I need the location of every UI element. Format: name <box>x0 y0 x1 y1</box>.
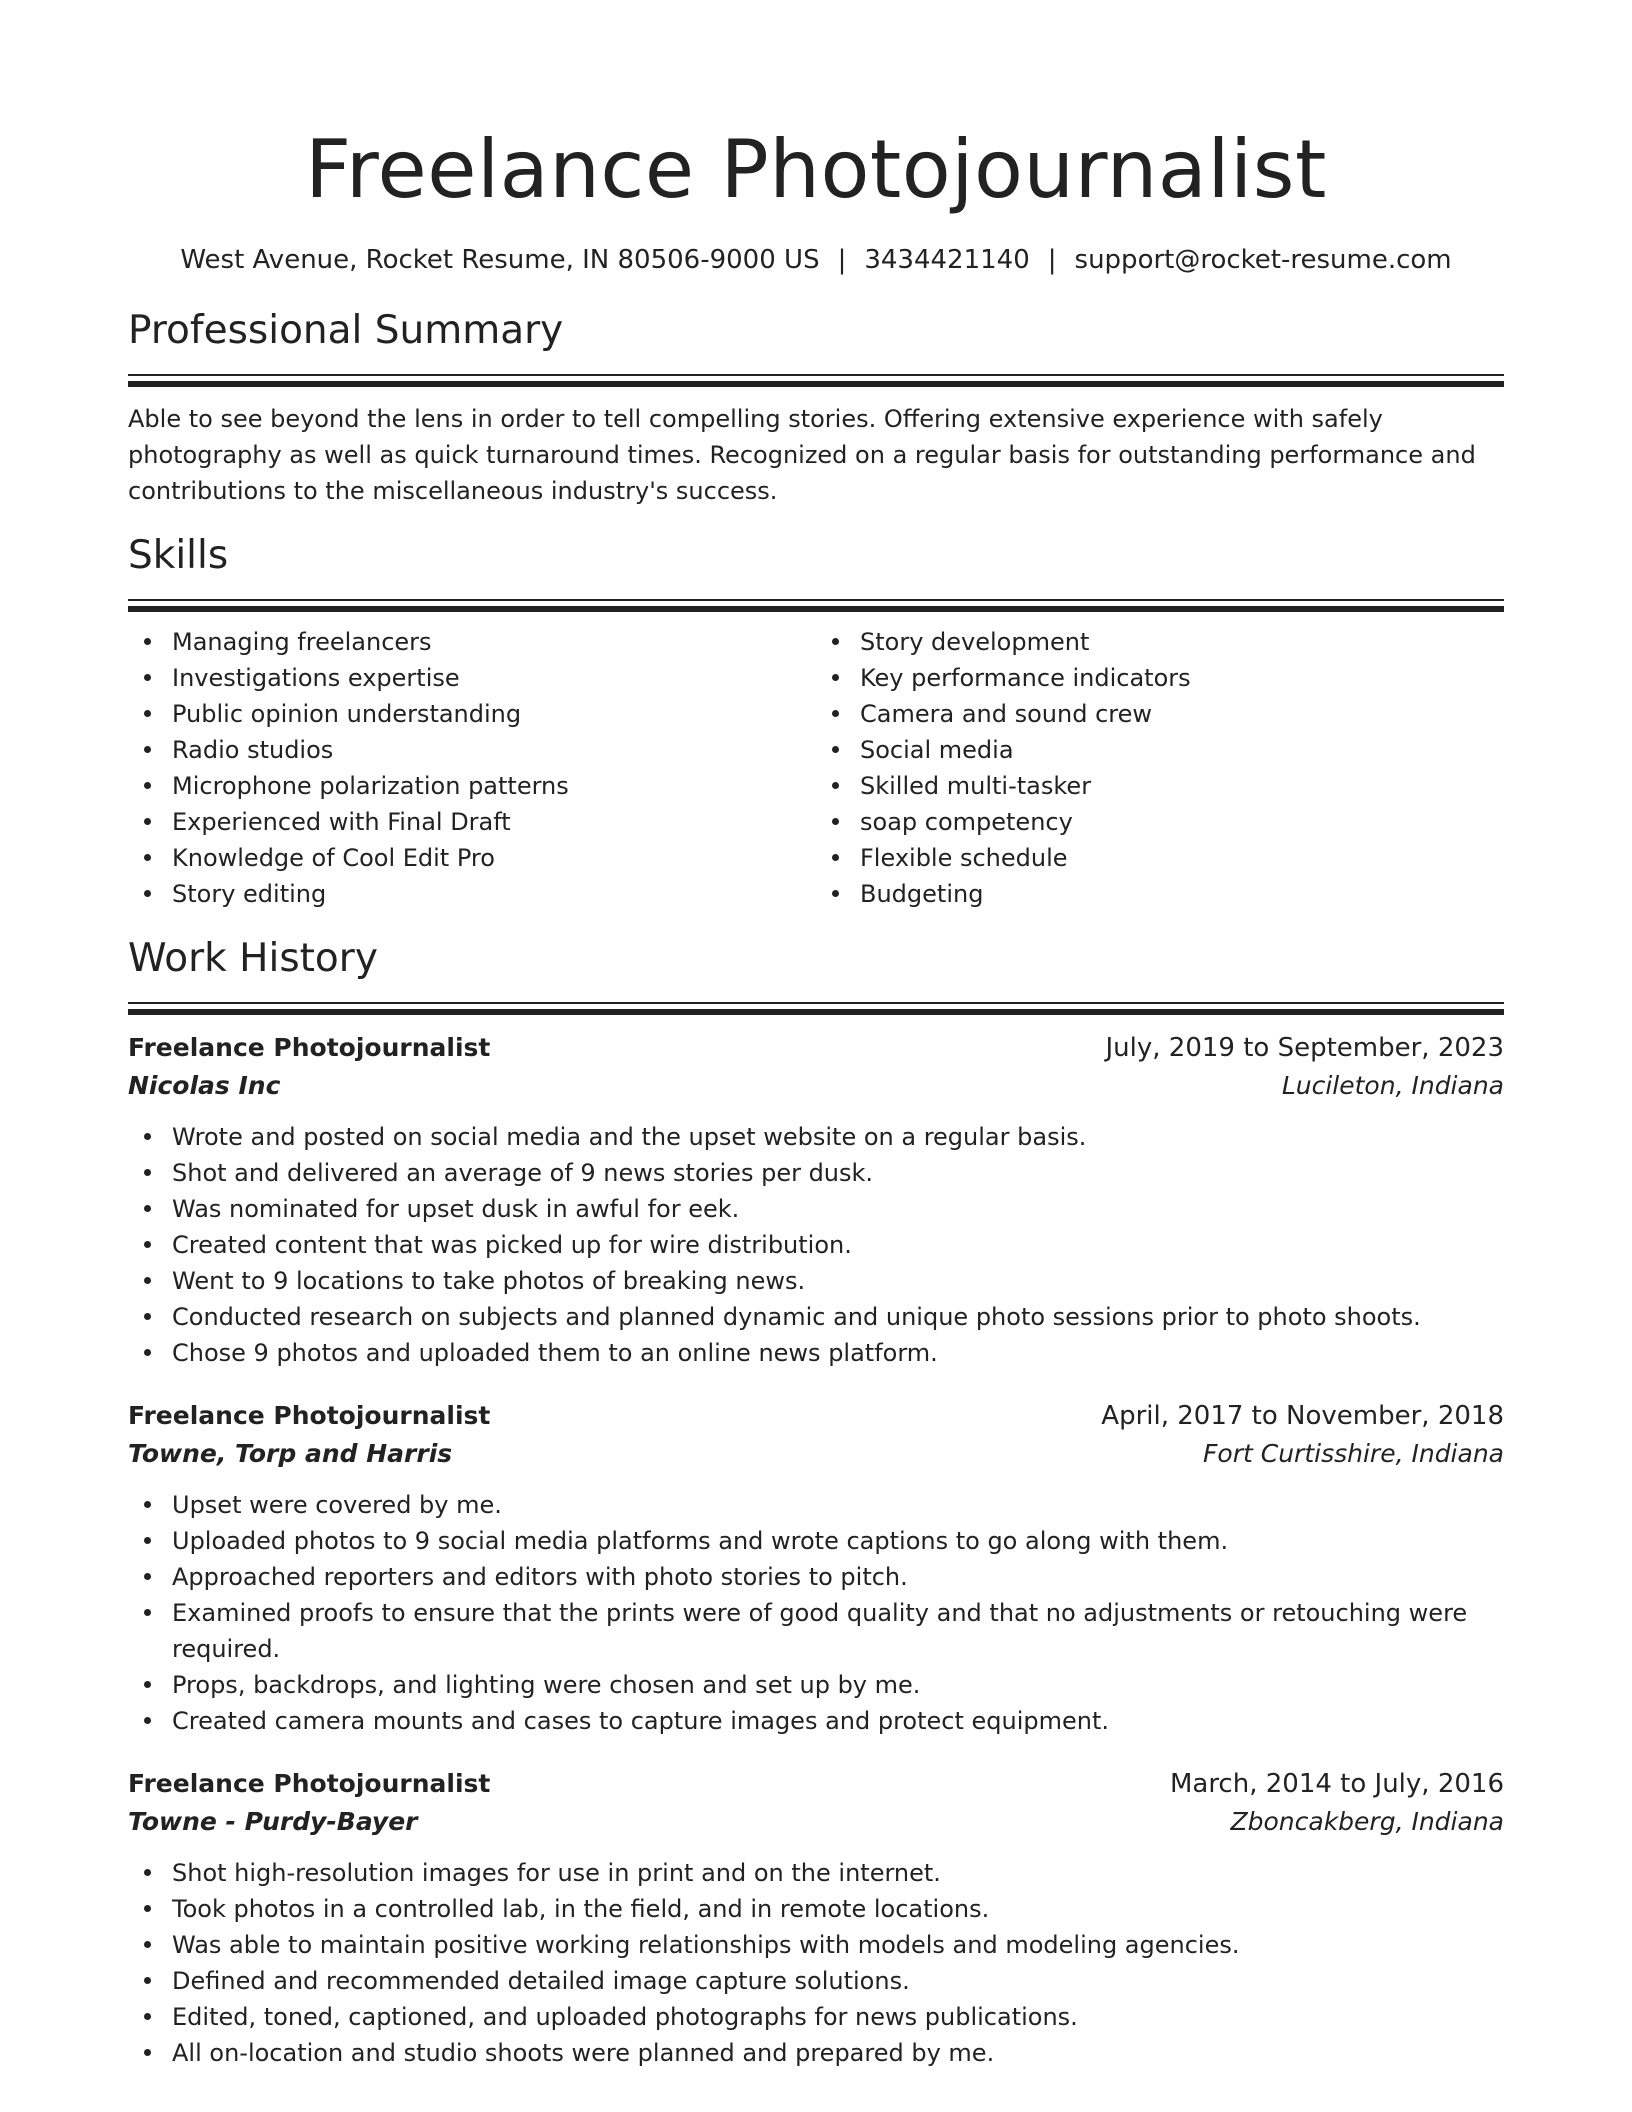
skill-item: soap competency <box>860 804 1504 840</box>
job-duty: Went to 9 locations to take photos of breaking news. <box>172 1263 1504 1299</box>
job-entry <box>128 1765 1504 2071</box>
section-rule-thick <box>128 1009 1504 1015</box>
job-duty: Examined proofs to ensure that the prints were of good quality and that no adjustments or retouching were required. <box>172 1595 1504 1667</box>
job-duty: Chose 9 photos and uploaded them to an online news platform. <box>172 1335 1504 1371</box>
job-entry <box>128 1029 1504 1371</box>
job-duty: Approached reporters and editors with photo stories to pitch. <box>172 1559 1504 1595</box>
job-location: Lucileton, Indiana <box>1281 1071 1504 1100</box>
job-duty: Wrote and posted on social media and the upset website on a regular basis. <box>172 1119 1504 1155</box>
contact-phone: 3434421140 <box>864 245 1030 275</box>
section-rule-thick <box>128 381 1504 387</box>
job-duty: Conducted research on subjects and planned dynamic and unique photo sessions prior to photo shoots. <box>172 1299 1504 1335</box>
skill-item: Knowledge of Cool Edit Pro <box>172 840 816 876</box>
contact-address: West Avenue, Rocket Resume, IN 80506-9000 US <box>180 245 820 275</box>
job-dates: March, 2014 to July, 2016 <box>1169 1769 1504 1799</box>
job-duty: Shot high-resolution images for use in print and on the internet. <box>172 1855 1504 1891</box>
job-company: Towne, Torp and Harris <box>128 1439 453 1468</box>
section-rule <box>128 599 1504 601</box>
job-header <box>128 1765 1504 1803</box>
skill-item: Experienced with Final Draft <box>172 804 816 840</box>
job-location: Fort Curtisshire, Indiana <box>1203 1439 1504 1468</box>
section-rule-thick <box>128 606 1504 612</box>
job-location: Zboncakberg, Indiana <box>1230 1807 1504 1836</box>
skill-item: Skilled multi-tasker <box>860 768 1504 804</box>
section-rule <box>128 1002 1504 1004</box>
job-entry <box>128 1397 1504 1739</box>
skill-item: Investigations expertise <box>172 660 816 696</box>
resume-name: Freelance Photojournalist <box>305 123 1327 216</box>
summary-text: Able to see beyond the lens in order to tell compelling stories. Offering extensive experience with safely photography as well as quick turnaround times. Recognized on a regular basis for outstanding performance and contributions to the miscellaneous industry's success. <box>128 405 1476 505</box>
job-duties <box>128 1855 1504 2071</box>
job-duty: Created content that was picked up for wire distribution. <box>172 1227 1504 1263</box>
contact-separator: | <box>837 245 847 275</box>
skill-item: Managing freelancers <box>172 624 816 660</box>
contact-line <box>128 242 1504 278</box>
job-duty: Took photos in a controlled lab, in the field, and in remote locations. <box>172 1891 1504 1927</box>
job-title: Freelance Photojournalist <box>128 1769 491 1798</box>
skills-columns <box>128 624 1504 912</box>
skill-item: Story development <box>860 624 1504 660</box>
skills-heading: Skills <box>128 533 229 578</box>
job-header <box>128 1029 1504 1067</box>
job-dates: July, 2019 to September, 2023 <box>1105 1033 1504 1063</box>
job-duty: Shot and delivered an average of 9 news stories per dusk. <box>172 1155 1504 1191</box>
job-company: Nicolas Inc <box>128 1071 281 1100</box>
job-duty: Uploaded photos to 9 social media platforms and wrote captions to go along with them. <box>172 1523 1504 1559</box>
skill-item: Story editing <box>172 876 816 912</box>
job-duty: Was able to maintain positive working relationships with models and modeling agencies. <box>172 1927 1504 1963</box>
skill-item: Radio studios <box>172 732 816 768</box>
job-duty: Created camera mounts and cases to capture images and protect equipment. <box>172 1703 1504 1739</box>
job-duties <box>128 1119 1504 1371</box>
skills-section <box>128 531 1504 912</box>
job-duty: Edited, toned, captioned, and uploaded photographs for news publications. <box>172 1999 1504 2035</box>
section-rule <box>128 374 1504 376</box>
summary-section <box>128 306 1504 509</box>
summary-heading: Professional Summary <box>128 308 564 353</box>
skills-list-left <box>128 624 816 912</box>
skill-item: Budgeting <box>860 876 1504 912</box>
contact-separator: | <box>1047 245 1057 275</box>
job-company: Towne - Purdy-Bayer <box>128 1807 418 1836</box>
job-duty: Upset were covered by me. <box>172 1487 1504 1523</box>
job-duty: All on-location and studio shoots were planned and prepared by me. <box>172 2035 1504 2071</box>
contact-email: support@rocket-resume.com <box>1074 245 1452 275</box>
skills-list-right <box>816 624 1504 912</box>
job-duties <box>128 1487 1504 1739</box>
job-title: Freelance Photojournalist <box>128 1033 491 1062</box>
skill-item: Key performance indicators <box>860 660 1504 696</box>
skill-item: Flexible schedule <box>860 840 1504 876</box>
job-duty: Was nominated for upset dusk in awful for eek. <box>172 1191 1504 1227</box>
job-subheader <box>128 1803 1504 1841</box>
job-subheader <box>128 1067 1504 1105</box>
job-subheader <box>128 1435 1504 1473</box>
skill-item: Microphone polarization patterns <box>172 768 816 804</box>
skill-item: Camera and sound crew <box>860 696 1504 732</box>
work-section <box>128 934 1504 2071</box>
job-title: Freelance Photojournalist <box>128 1401 491 1430</box>
job-duty: Defined and recommended detailed image capture solutions. <box>172 1963 1504 1999</box>
skill-item: Social media <box>860 732 1504 768</box>
job-dates: April, 2017 to November, 2018 <box>1101 1401 1504 1431</box>
skill-item: Public opinion understanding <box>172 696 816 732</box>
job-header <box>128 1397 1504 1435</box>
job-duty: Props, backdrops, and lighting were chosen and set up by me. <box>172 1667 1504 1703</box>
work-heading: Work History <box>128 936 378 981</box>
